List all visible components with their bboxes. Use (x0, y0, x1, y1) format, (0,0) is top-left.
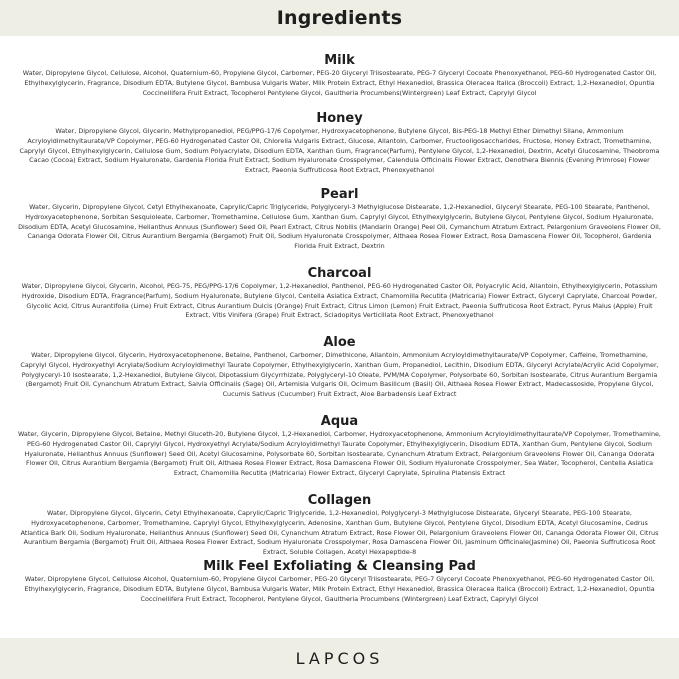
brand-logo: LAPCOS (295, 649, 384, 668)
section-ingredients: Water, Dipropylene Glycol, Glycerin, Cetyl Ethylhexanoate, Caprylic/Capric Triglyceride, 1,2-Hexanediol, Polyglyceryl-3 Methylglucose Distearate, Glyceryl Stearate, PEG-100 Stearate, Hydroxyacetophenone, Carbomer, Tromethamine, Caprylyl Glycol, Ethylhexylglycerin, Adenosine, Xanthan Gum, Butylene Glycol, Pentylene Glycol, Disodium EDTA, Acetyl Glucosamine, Cedrus Atlantica Bark Oil, Sodium Hyaluronate, Helianthus Annuus (Sunflower) Seed Oil, Cynanchum Atratum Extract, Rose Flower Oil, Pelargonium Graveolens Flower Oil, Cananga Odorata Flower Oil, Citrus Aurantium Bergamia (Bergamot) Fruit Oil, Althaea Rosea Flower Extract, Sodium Hyaluronate Crosspolymer, Rosa Damascena Flower Oil, Jasminum Officinale(Jasmine) Oil, Paeonia Suffruticosa Root Extract, Soluble Collagen, Acetyl Hexapeptide-8 (20, 509, 659, 557)
section-ingredients: Water, Dipropylene Glycol, Glycerin, Methylpropanediol, PEG/PPG-17/6 Copolymer, Hydroxyacetophenone, Butylene Glycol, Bis-PEG-18 Methyl Ether Dimethyl Silane, Ammonium Acryloyldimethyltaurate/VP Copolymer, PEG-60 Hydrogenated Castor Oil, Chlorella Vulgaris Extract, Glucose, Allantoin, Carbomer, Fructooligosaccharides, Fructose, Honey Extract, Tromethamine, Caprylyl Glycol, Ethylhexylglycerin, Cellulose Gum, Sodium Polyacrylate, Disodium EDTA, Xanthan Gum, Fragrance(Parfum), Pentylene Glycol, 1,2-Hexanediol, Dextrin, Acetyl Glucosamine, Theobroma Cacao (Cocoa) Extract, Sodium Hyaluronate, Gardenia Florida Fruit Extract, Sodium Hyaluronate Crosspolymer, Calendula Officinalis Flower Extract, Oenothera Biennis (Evening Primrose) Flower Extract, Paeonia Suffruticosa Root Extract, Phenoxyethanol (19, 127, 660, 175)
section-title: Honey (316, 111, 363, 126)
section-aqua (18, 413, 661, 492)
section-title: Collagen (307, 493, 372, 508)
section-ingredients: Water, Dipropylene Glycol, Glycerin, Alcohol, PEG-75, PEG/PPG-17/6 Copolymer, 1,2-Hexanediol, Panthenol, PEG-60 Hydrogenated Castor Oil, Polyacrylic Acid, Allantoin, Ethylhexylglycerin, Potassium Hydroxide, Disodium EDTA, Fragrance(Parfum), Sodium Hyaluronate, Butylene Glycol, Centella Asiatica Extract, Chamomilla Recutita (Matricaria) Flower Extract, Glyceryl Caprylate, Charcoal Powder, Glycolic Acid, Citrus Aurantifolia (Lime) Fruit Extract, Citrus Aurantium Dulcis (Orange) Fruit Extract, Citrus Limon (Lemon) Fruit Extract, Paeonia Suffruticosa Root Extract, Pyrus Malus (Apple) Fruit Extract, Vitis Vinifera (Grape) Fruit Extract, Sciadopitys Verticillata Root Extract, Phenoxyethanol (21, 282, 658, 320)
section-ingredients: Water, Dipropylene Glycol, Cellulose Alcohol, Quaternium-60, Propylene Glycol Carbomer, PEG-20 Glyceryl Triisostearate, PEG-7 Glyceryl Cocoate Phenoxyethanol, PEG-60 Hydrogenated Castor Oil, Ethylhexylglycerin, Fragrance, Disodium EDTA, Butylene Glycol, Bambusa Vulgaris Water, Milk Protein Extract, Ethyl Hexanediol, Brassica Oleracea Italica (Broccoli) Extract, 1,2-Hexanediol, Opuntia Coccinellifera Fruit Extract, Tocopherol, Pentylene Glycol, Gaultheria Procumbens (Wintergreen) Leaf Extract, Caprylyl Glycol (24, 575, 655, 603)
section-pearl (18, 186, 661, 265)
section-title: Milk (324, 53, 355, 68)
section-collagen (18, 492, 661, 558)
footer-band (0, 638, 679, 679)
section-honey (18, 110, 661, 186)
section-title: Aloe (323, 335, 356, 350)
section-title: Charcoal (307, 266, 372, 281)
section-ingredients: Water, Glycerin, Dipropylene Glycol, Cetyl Ethylhexanoate, Caprylic/Capric Triglyceride, Polyglyceryl-3 Methylglucose Distearate, 1,2-Hexanediol, Glyceryl Stearate, PEG-100 Stearate, Panthenol, Hydroxyacetophenone, Sorbitan Sesquioleate, Carbomer, Tromethamine, Cellulose Gum, Xanthan Gum, Caprylyl Glycol, Ethylhexylglycerin, Butylene Glycol, Pentylene Glycol, Sodium Hyaluronate, Disodium EDTA, Acetyl Glucosamine, Helianthus Annuus (Sunflower) Seed Oil, Pearl Extract, Citrus Nobilis (Mandarin Orange) Peel Oil, Cymanchum Atratum Extract, Pelargonium Graveolens Flower Oil, Cananga Odorata Flower Oil, Citrus Aurantium Bergamia (Bergamot) Fruit Oil, Sodium Hyaluronate Crosspolymer, Althaea Rosea Flower Extract, Rosa Damascena Flower Oil, Tocopherol, Gardenia Florida Fruit Extract, Dextrin (18, 203, 661, 251)
section-ingredients: Water, Dipropylene Glycol, Glycerin, Hydroxyacetophenone, Betaine, Panthenol, Carbomer, Dimethicone, Allantoin, Ammonium Acryloyldimethyltaurate/VP Copolymer, Caffeine, Tromethamine, Caprylyl Glycol, Hydroxyethyl Acrylate/Sodium Acryloyldimethyl Taurate Copolymer, Ethylhexylglycerin, Xanthan Gum, Propanediol, Lecithin, Disodium EDTA, Glyceryl Acrylate/Acrylic Acid Copolymer, Polyglyceryl-10 Isostearate, 1,2-Hexanediol, Butylene Glycol, Dipotassium Glycyrrhizate, Polyglyceryl-10 Oleate, PVM/MA Copolymer, Polysorbate 60, Sorbitan Isostearate, Citrus Aurantium Bergamia (Bergamot) Fruit Oil, Cynanchum Atratum Extract, Salvia Officinalis (Sage) Oil, Artemisia Vulgaris Oil, Ocimum Basilicum (Basil) Oil, Althaea Rosea Flower Extract, Madecassoside, Propylene Glycol, Cucumis Sativus (Cucumber) Fruit Extract, Aloe Barbadensis Leaf Extract (20, 351, 659, 399)
section-ingredients: Water, Glycerin, Dipropylene Glycol, Betaine, Methyl Gluceth-20, Butylene Glycol, 1,2-Hexanediol, Carbomer, Hydroxyacetophenone, Ammonium Acryloyldimethyltaurate/VP Copolymer, Tromethamine, PEG-60 Hydrogenated Castor Oil, Caprylyl Glycol, Hydroxyethyl Acrylate/Sodium Acryloyldimethyl Taurate Copolymer, Ethylhexylglycerin, Disodium EDTA, Xanthan Gum, Pentylene Glycol, Sodium Hyaluronate, Helianthus Annuus (Sunflower) Seed Oil, Acetyl Glucosamine, Polysorbate 60, Sorbitan Isostearate, Cynanchum Atratum Extract, Pelargonium Graveolens Flower Oil, Cananga Odorata Flower Oil, Citrus Aurantium Bergamia (Bergamot) Fruit Oil, Althaea Rosea Flower Extract, Rosa Damascena Flower Oil, Sodium Hyaluronate Crosspolymer, Sea Water, Tocopherol, Centella Asiatica Extract, Chamomilla Recutita (Matricaria) Flower Extract, Glyceryl Caprylate, Spirulina Platensis Extract (18, 430, 661, 478)
section-aloe (18, 334, 661, 413)
section-charcoal (18, 265, 661, 334)
section-title: Pearl (320, 187, 359, 202)
section-milk-feel-pad (18, 558, 661, 604)
ingredient-sections (18, 52, 661, 604)
section-milk (18, 52, 661, 110)
page-title: Ingredients (276, 7, 403, 29)
header-band (0, 0, 679, 36)
section-title: Aqua (320, 414, 359, 429)
section-ingredients: Water, Dipropylene Glycol, Cellulose, Alcohol, Quaternium-60, Propylene Glycol, Carbomer, PEG-20 Glyceryl Triisostearate, PEG-7 Glyceryl Cocoate Phenoxyethanol, PEG-60 Hydrogenated Castor Oil, Ethylhexylglycerin, Fragrance, Disodium EDTA, Butylene Glycol, Bambusa Vulgaris Water, Milk Protein Extract, Ethyl Hexanediol, Brassica Oleracea Italica (Broccoli) Extract, 1,2-Hexanediol, Opuntia Coccinellifera Fruit Extract, Tocopherol Pentylene Glycol, Gaultheria Procumbens(Wintergreen) Leaf Extract, Caprylyl Glycol (22, 69, 657, 97)
section-title: Milk Feel Exfoliating & Cleansing Pad (203, 559, 476, 574)
